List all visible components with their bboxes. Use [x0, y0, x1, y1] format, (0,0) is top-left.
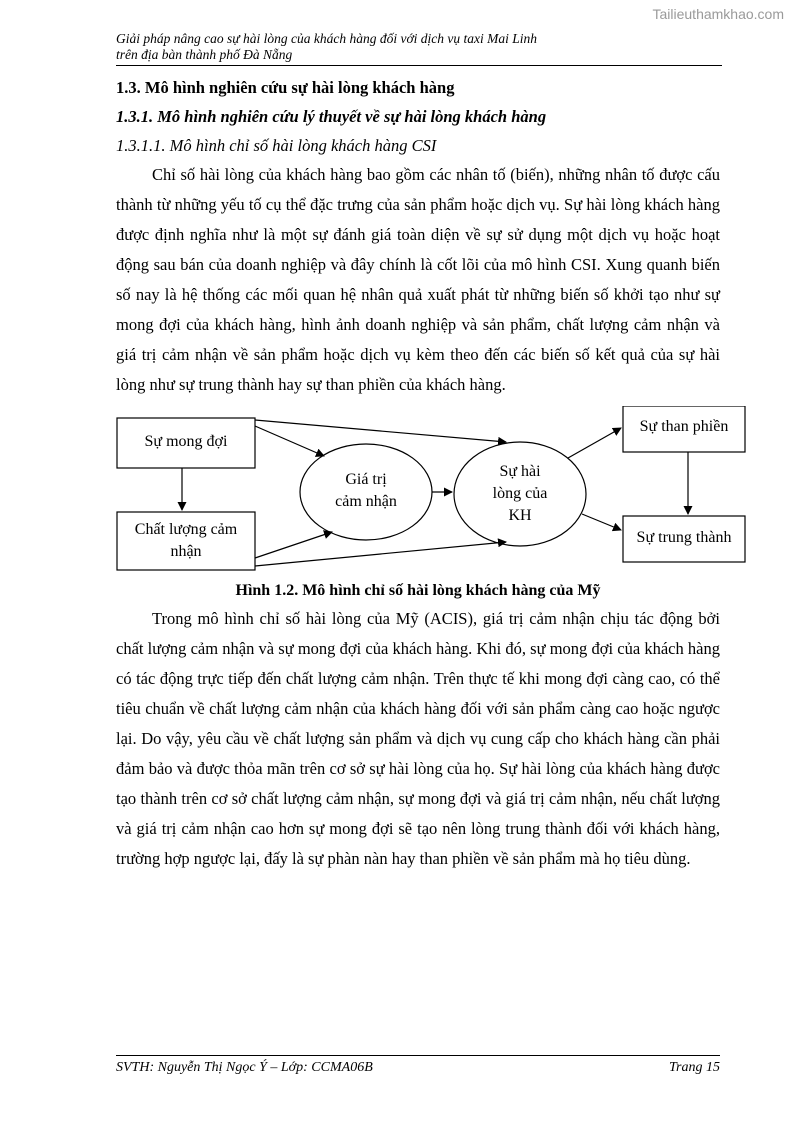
node-complaint-label: Sự than phiền: [639, 418, 729, 435]
quality-line-2: nhận: [170, 543, 202, 560]
satisfaction-line-3: KH: [508, 507, 532, 524]
paragraph-1: Chỉ số hài lòng của khách hàng bao gồm các nhân tố (biến), những nhân tố được cấu thành từ những yếu tố cụ thể đặc trưng của sản phẩm hoặc dịch vụ. Sự hài lòng khách hàng được định nghĩa như là một sự đánh giá toàn diện về sự sử dụng một dịch vụ hoặc hoạt động sau bán của doanh nghiệp và đây chính là cốt lõi của mô hình CSI. Xung quanh biến số nay là hệ thống các mối quan hệ nhân quả xuất phát từ những biến số khởi tạo như sự mong đợi của khách hàng, hình ảnh doanh nghiệp và sản phẩm, chất lượng cảm nhận và giá trị cảm nhận về sản phẩm hoặc dịch vụ kèm theo đến các biến số kết quả của sự hài lòng như sự trung thành hay sự than phiền của khách hàng.: [116, 165, 720, 394]
header-line-2: trên địa bàn thành phố Đà Nẵng: [116, 47, 293, 62]
satisfaction-line-1: Sự hài: [499, 463, 541, 480]
node-value-label: [300, 469, 432, 513]
node-expectation-label: Sự mong đợi: [144, 433, 228, 450]
footer-author: SVTH: Nguyễn Thị Ngọc Ý – Lớp: CCMA06B: [116, 1060, 373, 1075]
page-footer: [116, 1055, 720, 1076]
node-satisfaction-label: [454, 461, 586, 527]
page-content: [116, 74, 732, 874]
quality-line-1: Chất lượng cảm: [134, 521, 238, 538]
subsection-heading: 1.3.1. Mô hình nghiên cứu lý thuyết về sự hài lòng khách hàng: [116, 107, 547, 126]
footer-page-number: Trang 15: [669, 1060, 720, 1075]
arrow-expectation-to-satisfaction: [255, 420, 506, 442]
node-quality-label: [117, 519, 255, 563]
watermark: Tailieuthamkhao.com: [652, 6, 784, 22]
subsubsection-heading: 1.3.1.1. Mô hình chỉ số hài lòng khách hàng CSI: [116, 136, 437, 155]
arrow-quality-to-value: [255, 532, 332, 558]
running-header: [116, 31, 722, 66]
value-line-2: cảm nhận: [335, 493, 397, 510]
value-line-1: Giá trị: [345, 471, 387, 488]
satisfaction-line-2: lòng của: [492, 485, 548, 502]
arrow-satisfaction-to-complaint: [568, 428, 621, 458]
node-loyalty-label: Sự trung thành: [636, 529, 732, 546]
figure-caption: Hình 1.2. Mô hình chỉ số hài lòng khách hàng của Mỹ: [235, 582, 601, 599]
paragraph-2: Trong mô hình chỉ số hài lòng của Mỹ (ACIS), giá trị cảm nhận chịu tác động bởi chất lượng cảm nhận và sự mong đợi của khách hàng. Khi đó, sự mong đợi của khách hàng có tác động trực tiếp đến chất lượng cảm nhận. Trên thực tế khi mong đợi càng cao, có thể tiêu chuẩn về chất lượng cảm nhận của khách hàng đối với sản phẩm càng cao hoặc ngược lại. Do vậy, yêu cầu về chất lượng sản phẩm và dịch vụ cung cấp cho khách hàng cần phải đảm bảo và được thỏa mãn trên cơ sở sự hài lòng của họ. Sự hài lòng của khách hàng được tạo thành trên cơ sở chất lượng cảm nhận, sự mong đợi và giá trị cảm nhận, nếu chất lượng và giá trị cảm nhận cao hơn sự mong đợi sẽ tạo nên lòng trung thành đối với khách hàng, trường hợp ngược lại, đấy là sự phàn nàn hay than phiền về sản phẩm mà họ tiêu dùng.: [116, 609, 720, 868]
arrow-expectation-to-value: [255, 426, 324, 456]
section-heading: 1.3. Mô hình nghiên cứu sự hài lòng khách hàng: [116, 78, 455, 97]
header-line-1: Giải pháp nâng cao sự hài lòng của khách hàng đối với dịch vụ taxi Mai Linh: [116, 31, 538, 46]
arrow-satisfaction-to-loyalty: [582, 514, 621, 530]
acsi-diagram: [116, 406, 756, 576]
